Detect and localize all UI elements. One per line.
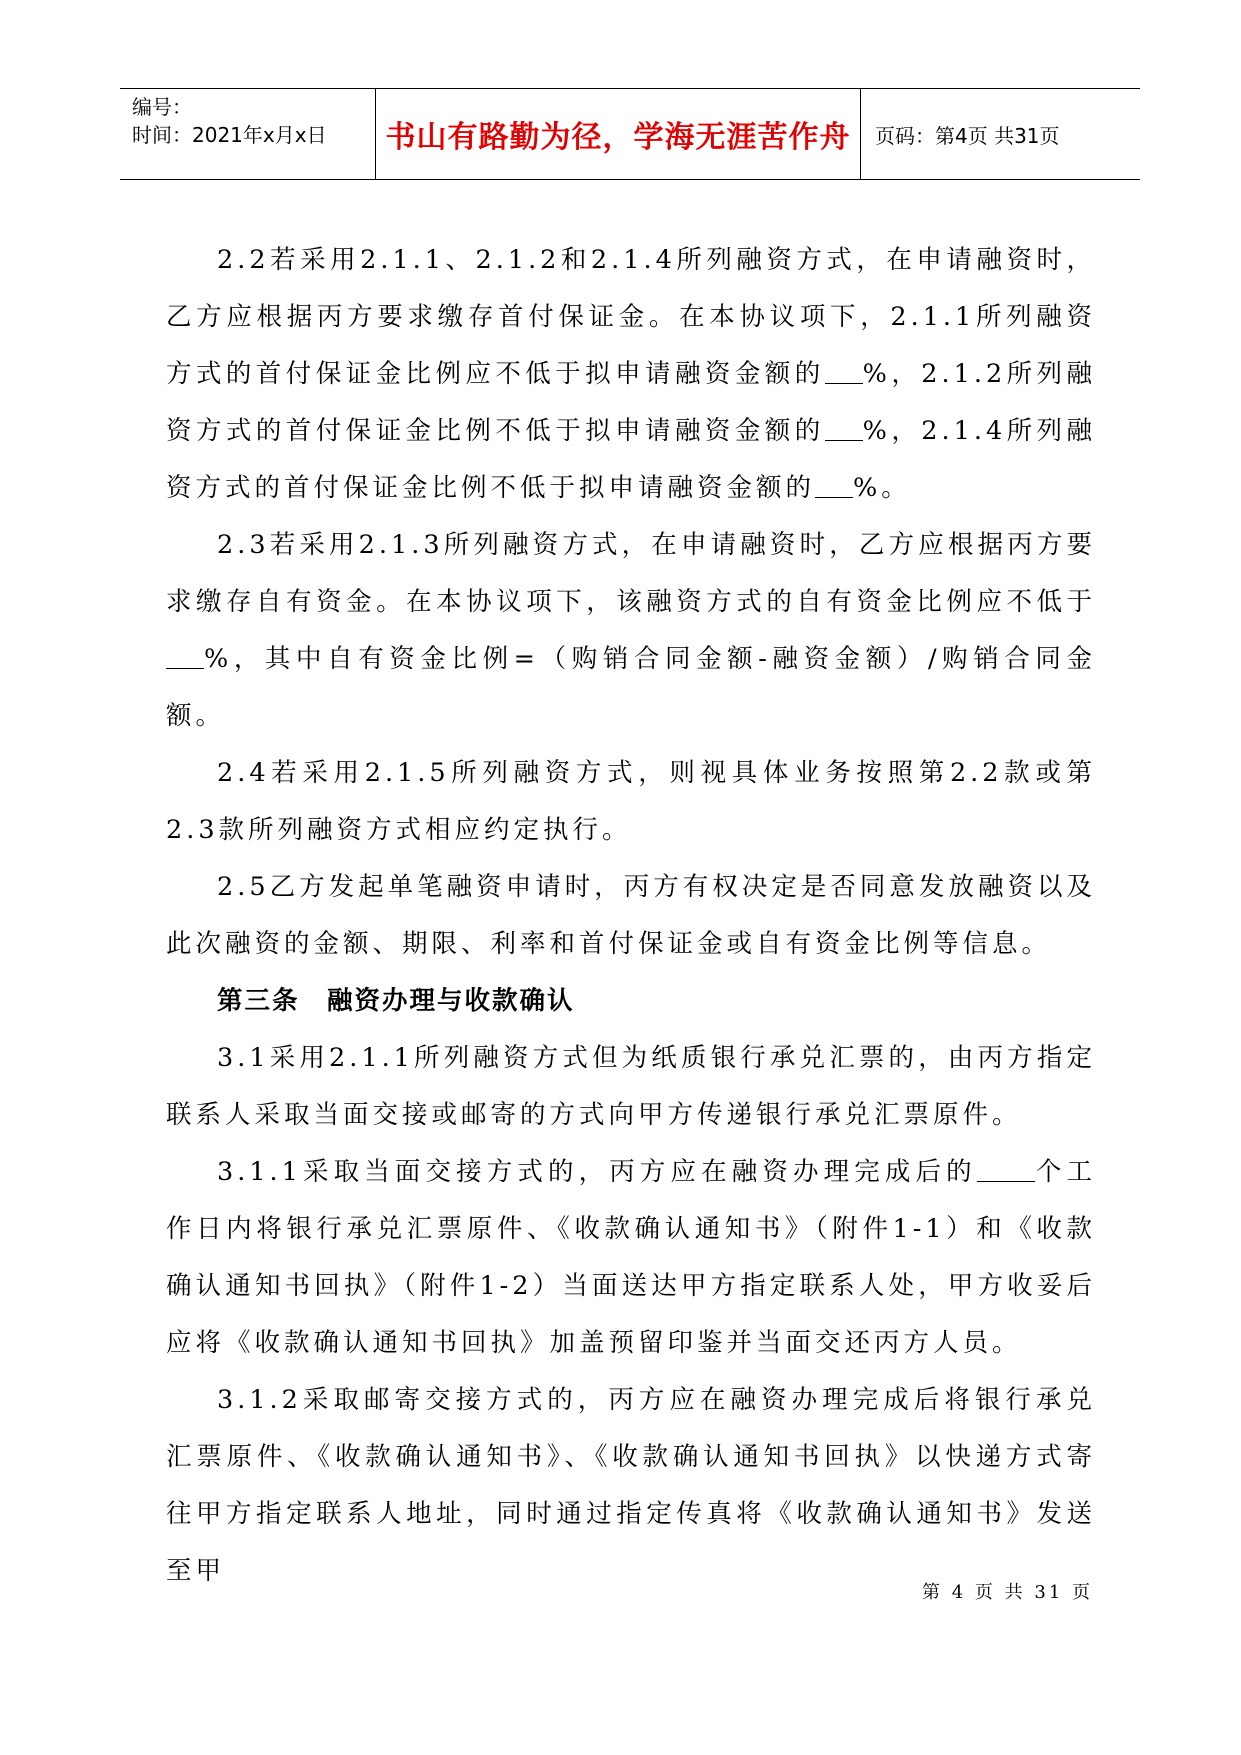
page-header	[120, 88, 1140, 180]
document-body	[166, 232, 1096, 1600]
blank-field	[166, 643, 204, 670]
paragraph-2-4: 2.4若采用2.1.5所列融资方式，则视具体业务按照第2.2款或第2.3款所列融资方式相应约定执行。	[166, 758, 1096, 845]
header-meta	[120, 89, 376, 179]
paragraph-2-5: 2.5乙方发起单笔融资申请时，丙方有权决定是否同意发放融资以及此次融资的金额、期限、利率和首付保证金或自有资金比例等信息。	[166, 872, 1096, 959]
document-number-label: 编号：	[132, 95, 192, 119]
paragraph-3-1-2: 3.1.2采取邮寄交接方式的，丙方应在融资办理完成后将银行承兑汇票原件、《收款确认通知书》、《收款确认通知书回执》以快递方式寄往甲方指定联系人地址，同时通过指定传真将《收款确认通知书》发送至甲	[166, 1385, 1096, 1586]
blank-field	[825, 358, 863, 385]
blank-field	[815, 472, 853, 499]
paragraph-3-1: 3.1采用2.1.1所列融资方式但为纸质银行承兑汇票的，由丙方指定联系人采取当面交接或邮寄的方式向甲方传递银行承兑汇票原件。	[166, 1043, 1096, 1130]
document-time-label: 时间：2021年x月x日	[132, 123, 327, 147]
blank-field	[825, 415, 863, 442]
paragraph-2-2: 2.2若采用2.1.1、2.1.2和2.1.4所列融资方式，在申请融资时，乙方应根据丙方要求缴存首付保证金。在本协议项下，2.1.1所列融资方式的首付保证金比例应不低于拟申请融资金额的 %，2.1.2所列融资方式的首付保证金比例不低于拟申请融资金额的 %，2.1.4所列融资方式的首付保证金比例不低于拟申请融资金额的 %。	[166, 245, 1096, 503]
article-3-heading: 第三条 融资办理与收款确认	[217, 986, 575, 1016]
blank-field	[977, 1156, 1035, 1183]
header-page-info: 页码：第4页 共31页	[875, 123, 1060, 148]
paragraph-3-1-1: 3.1.1采取当面交接方式的，丙方应在融资办理完成后的 个工作日内将银行承兑汇票原件、《收款确认通知书》（附件1-1）和《收款确认通知书回执》（附件1-2）当面送达甲方指定联系人处，甲方收妥后应将《收款确认通知书回执》加盖预留印鉴并当面交还丙方人员。	[166, 1157, 1096, 1358]
paragraph-2-3: 2.3若采用2.1.3所列融资方式，在申请融资时，乙方应根据丙方要求缴存自有资金。在本协议项下，该融资方式的自有资金比例应不低于%，其中自有资金比例=（购销合同金额-融资金额）/购销合同金额。	[166, 530, 1096, 731]
page-footer: 第 4 页 共 31 页	[922, 1582, 1093, 1603]
header-motto: 书山有路勤为径，学海无涯苦作舟	[376, 89, 861, 179]
